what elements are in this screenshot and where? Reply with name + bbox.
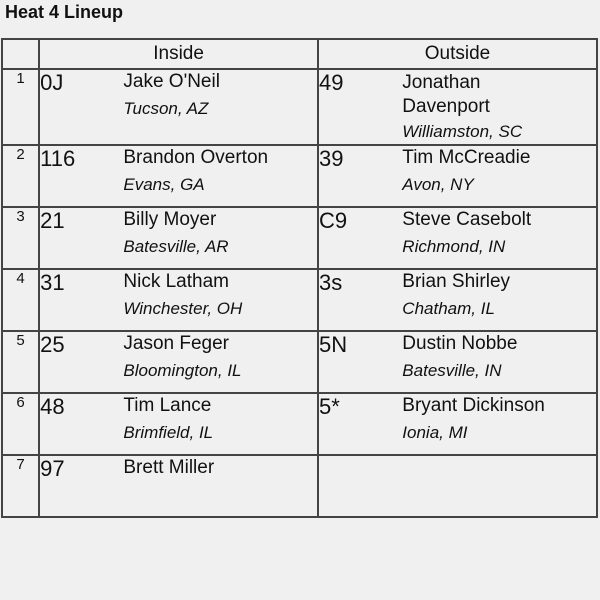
inside-car-number: 0J: [39, 69, 123, 145]
inside-driver: [123, 207, 318, 269]
outside-car-number: 49: [318, 69, 402, 145]
driver-name: Bryant Dickinson: [402, 395, 545, 416]
driver-location: Avon, NY: [402, 175, 474, 194]
outside-driver: [402, 269, 597, 331]
driver-name: Steve Casebolt: [402, 209, 532, 230]
outside-car-number: [318, 455, 402, 517]
driver-name: Jason Feger: [123, 333, 229, 354]
driver-name: Brandon Overton: [123, 147, 269, 168]
inside-driver: [123, 455, 318, 517]
driver-name: Brett Miller: [123, 457, 215, 478]
inside-car-number: 31: [39, 269, 123, 331]
inside-driver: [123, 145, 318, 207]
row-number: 5: [2, 331, 39, 393]
outside-car-number: 5*: [318, 393, 402, 455]
outside-driver: [402, 69, 597, 145]
inside-driver: [123, 393, 318, 455]
outside-driver: [402, 207, 597, 269]
driver-location: Chatham, IL: [402, 299, 495, 318]
outside-car-number: 39: [318, 145, 402, 207]
driver-name: Jake O'Neil: [123, 71, 220, 92]
inside-driver: [123, 69, 318, 145]
inside-driver: [123, 269, 318, 331]
row-number: 7: [2, 455, 39, 517]
header-row: [2, 39, 597, 69]
driver-name: Brian Shirley: [402, 271, 511, 292]
row-number: 6: [2, 393, 39, 455]
driver-location: Bloomington, IL: [123, 361, 242, 380]
driver-name: Billy Moyer: [123, 209, 217, 230]
driver-location: Ionia, MI: [402, 423, 468, 442]
outside-driver: [402, 145, 597, 207]
driver-location: Winchester, OH: [123, 299, 243, 318]
table-row: [2, 145, 597, 207]
row-number: 4: [2, 269, 39, 331]
page-title: Heat 4 Lineup: [5, 2, 124, 22]
driver-location: Williamston, SC: [402, 122, 523, 141]
inside-car-number: 116: [39, 145, 123, 207]
table-row: [2, 69, 597, 145]
inside-car-number: 21: [39, 207, 123, 269]
driver-location: Evans, GA: [123, 175, 205, 194]
driver-name: Jonathan Davenport: [402, 72, 490, 117]
outside-car-number: C9: [318, 207, 402, 269]
driver-name: Tim Lance: [123, 395, 212, 416]
lineup-table: [1, 38, 598, 518]
outside-driver: [402, 331, 597, 393]
driver-name: Nick Latham: [123, 271, 229, 292]
inside-car-number: 48: [39, 393, 123, 455]
header-outside: Outside: [318, 39, 597, 69]
row-number: 1: [2, 69, 39, 145]
row-number: 3: [2, 207, 39, 269]
driver-location: Batesville, IN: [402, 361, 502, 380]
driver-location: Brimfield, IL: [123, 423, 214, 442]
inside-driver: [123, 331, 318, 393]
header-inside: Inside: [39, 39, 318, 69]
table-row: [2, 455, 597, 517]
header-blank: [2, 39, 39, 69]
outside-car-number: 5N: [318, 331, 402, 393]
table-row: [2, 331, 597, 393]
outside-car-number: 3s: [318, 269, 402, 331]
driver-name: Dustin Nobbe: [402, 333, 518, 354]
driver-location: Tucson, AZ: [123, 99, 209, 118]
driver-location: Richmond, IN: [402, 237, 506, 256]
outside-driver: [402, 455, 597, 517]
table-row: [2, 269, 597, 331]
row-number: 2: [2, 145, 39, 207]
driver-name: Tim McCreadie: [402, 147, 531, 168]
inside-car-number: 97: [39, 455, 123, 517]
outside-driver: [402, 393, 597, 455]
driver-location: Batesville, AR: [123, 237, 229, 256]
table-row: [2, 207, 597, 269]
inside-car-number: 25: [39, 331, 123, 393]
table-row: [2, 393, 597, 455]
